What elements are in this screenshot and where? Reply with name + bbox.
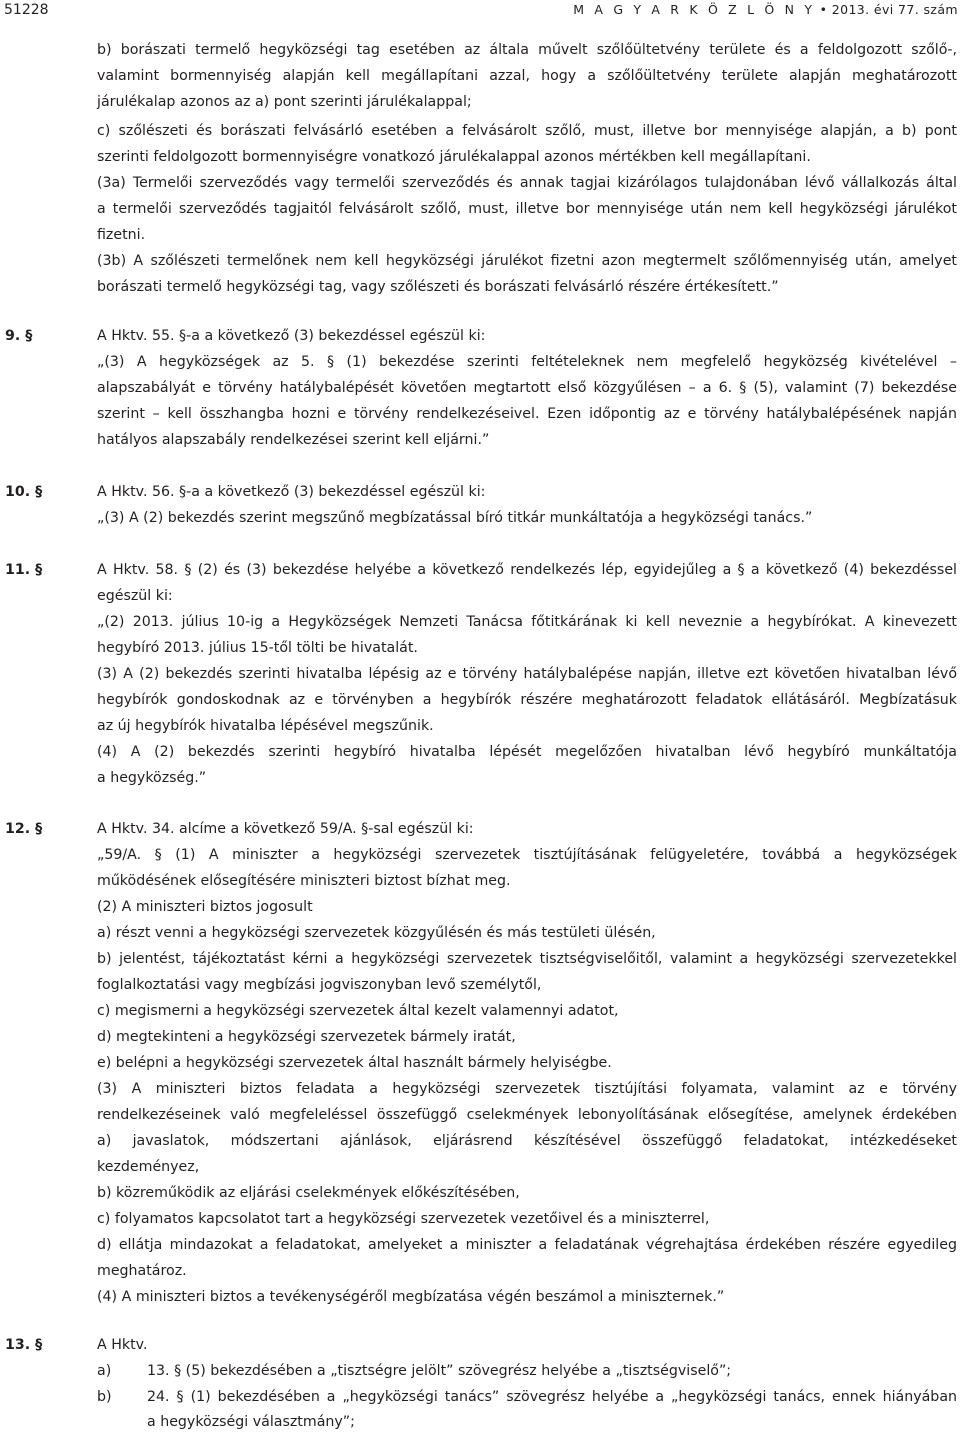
text-line: c) szőlészeti és borászati felvásárló esetében a felvásárolt szőlő, must, illetve bor mennyisége alapján, a b) pont bbox=[97, 123, 957, 139]
text-line: foglalkoztatási vagy megbízási jogviszonyban levő személytől, bbox=[97, 977, 542, 993]
text-line: (4) A (2) bekezdés szerinti hegybíró hivatalba lépését megelőzően hivatalban lévő hegybíró munkáltatója bbox=[97, 744, 957, 760]
text-line: hatályos alapszabály rendelkezései szerint kell eljárni.” bbox=[97, 432, 490, 448]
text-line: A Hktv. 58. § (2) és (3) bekezdése helyébe a következő rendelkezés lép, egyidejűleg a § a következő (4) bekezdéssel bbox=[97, 562, 957, 578]
text-line: a termelői szerveződés tagjaitól felvásárolt szőlő, must, illetve bor mennyisége után nem kell hegyközségi járulékot bbox=[97, 201, 957, 217]
text-line: „59/A. § (1) A miniszter a hegyközségi szervezetek tisztújításának felügyeletére, továbbá a hegyközségek bbox=[97, 847, 957, 863]
section-number: 9. § bbox=[5, 328, 33, 344]
text-line: (3b) A szőlészeti termelőnek nem kell hegyközségi járulékot fizetni azon megtermelt szőlőmennyiség után, amelyet bbox=[97, 253, 957, 269]
text-line: b) borászati termelő hegyközségi tag esetében az általa művelt szőlőültetvény területe és a feldolgozott szőlő-, bbox=[97, 42, 957, 58]
text-line: „(2) 2013. július 10-ig a Hegyközségek Nemzeti Tanácsa főtitkárának ki kell neveznie a hegybírókat. A kinevezett bbox=[97, 614, 957, 630]
text-line: meghatároz. bbox=[97, 1263, 187, 1279]
text-line: szerinti feldolgozott bormennyiségre vonatkozó járulékalappal azonos mértékben kell megállapítani. bbox=[97, 149, 811, 165]
section-number: 13. § bbox=[5, 1337, 43, 1353]
journal-issue bbox=[573, 2, 958, 17]
text-line: hegybírók gondoskodnak az e törvényben a hegybírók részére meghatározott feladatok ellátásáról. Megbízatásuk bbox=[97, 692, 957, 708]
section-intro: A Hktv. bbox=[97, 1337, 148, 1353]
section-intro: A Hktv. 34. alcíme a következő 59/A. §-sal egészül ki: bbox=[97, 821, 474, 837]
text-line: b) jelentést, tájékoztatást kérni a hegyközségi szervezetek tisztségviselőitől, valamint a hegyközségi szervezetekkel bbox=[97, 951, 957, 967]
text-line: a) javaslatok, módszertani ajánlások, eljárásrend készítésével összefüggő feladatokat, intézkedéseket bbox=[97, 1133, 957, 1149]
separator-bullet: • bbox=[819, 2, 828, 17]
section-number: 11. § bbox=[5, 562, 43, 578]
text-line: valamint bormennyiség alapján kell megállapítani azzal, hogy a szőlőültetvény területe alapján meghatározott bbox=[97, 68, 957, 84]
text-line: az új hegybírók hivatalba lépésével megszűnik. bbox=[97, 718, 434, 734]
issue-label: 2013. évi 77. szám bbox=[831, 2, 958, 17]
text-line: d) megtekinteni a hegyközségi szervezetek bármely iratát, bbox=[97, 1029, 516, 1045]
section-intro: A Hktv. 56. §-a a következő (3) bekezdéssel egészül ki: bbox=[97, 484, 486, 500]
point-label-a: a) bbox=[97, 1363, 112, 1379]
page-header bbox=[0, 2, 960, 22]
text-line: (3) A (2) bekezdés szerinti hivatalba lépésig az e törvény hatálybalépése napján, illetve ezt követően hivatalban lévő bbox=[97, 666, 957, 682]
text-line: a) részt venni a hegyközségi szervezetek közgyűlésén és más testületi ülésén, bbox=[97, 925, 656, 941]
text-line: c) folyamatos kapcsolatot tart a hegyközségi szervezetek vezetőivel és a miniszterrel, bbox=[97, 1211, 710, 1227]
text-line: „(3) A hegyközségek az 5. § (1) bekezdése szerinti feltételeknek nem megfelelő hegyközség kivételével – bbox=[97, 354, 957, 370]
text-line: alapszabályát e törvény hatálybalépését követően megtartott első közgyűlésen – a 6. § (5), valamint (7) bekezdése bbox=[97, 380, 957, 396]
text-line: d) ellátja mindazokat a feladatokat, amelyeket a miniszter a feladatának végrehajtása érdekében részére egyedileg bbox=[97, 1237, 957, 1253]
point-text-b-cont: a hegyközségi választmány”; bbox=[147, 1414, 355, 1430]
section-number: 10. § bbox=[5, 484, 43, 500]
text-line: „(3) A (2) bekezdés szerint megszűnő megbízatással bíró titkár munkáltatója a hegyközségi tanács.” bbox=[97, 510, 813, 526]
page-number: 51228 bbox=[4, 2, 49, 18]
text-line: (3a) Termelői szerveződés vagy termelői szerveződés és annak tagjai kizárólagos tulajdonában lévő vállalkozás által bbox=[97, 175, 957, 191]
text-line: fizetni. bbox=[97, 227, 146, 243]
point-text-a: 13. § (5) bekezdésében a „tisztségre jelölt” szövegrész helyébe a „tisztségviselő”; bbox=[147, 1363, 732, 1379]
section-intro: A Hktv. 55. §-a a következő (3) bekezdéssel egészül ki: bbox=[97, 328, 486, 344]
text-line: kezdeményez, bbox=[97, 1159, 200, 1175]
text-line: c) megismerni a hegyközségi szervezetek által kezelt valamennyi adatot, bbox=[97, 1003, 619, 1019]
text-line: e) belépni a hegyközségi szervezetek által használt bármely helyiségbe. bbox=[97, 1055, 612, 1071]
text-line: hegybíró 2013. július 15-től tölti be hivatalát. bbox=[97, 640, 418, 656]
text-line: borászati termelő hegyközségi tag, vagy szőlészeti és borászati felvásárló részére értékesített.” bbox=[97, 279, 779, 295]
journal-title: M A G Y A R K Ö Z L Ö N Y bbox=[573, 2, 816, 17]
text-line: szerint – kell összhangba hozni e törvény rendelkezéseivel. Ezen időpontig az e törvény hatálybalépésének napján bbox=[97, 406, 957, 422]
section-number: 12. § bbox=[5, 821, 43, 837]
text-line: a hegyközség.” bbox=[97, 770, 207, 786]
text-line: működésének elősegítésére miniszteri biztost bízhat meg. bbox=[97, 873, 511, 889]
point-text-b: 24. § (1) bekezdésében a „hegyközségi tanács” szövegrész helyébe a „hegyközségi tanács, ennek hiányában bbox=[147, 1389, 957, 1405]
text-line: egészül ki: bbox=[97, 588, 173, 604]
text-line: járulékalap azonos az a) pont szerinti járulékalappal; bbox=[97, 94, 472, 110]
text-line: (4) A miniszteri biztos a tevékenységéről megbízatása végén beszámol a miniszternek.” bbox=[97, 1289, 725, 1305]
text-line: b) közreműködik az eljárási cselekmények előkészítésében, bbox=[97, 1185, 520, 1201]
text-line: rendelkezéseinek való megfeleléssel összefüggő cselekmények lebonyolításának elősegítése, amelynek érdekében bbox=[97, 1107, 957, 1123]
text-line: (2) A miniszteri biztos jogosult bbox=[97, 899, 313, 915]
point-label-b: b) bbox=[97, 1389, 112, 1405]
text-line: (3) A miniszteri biztos feladata a hegyközségi szervezetek tisztújítási folyamata, valamint az e törvény bbox=[97, 1081, 957, 1097]
